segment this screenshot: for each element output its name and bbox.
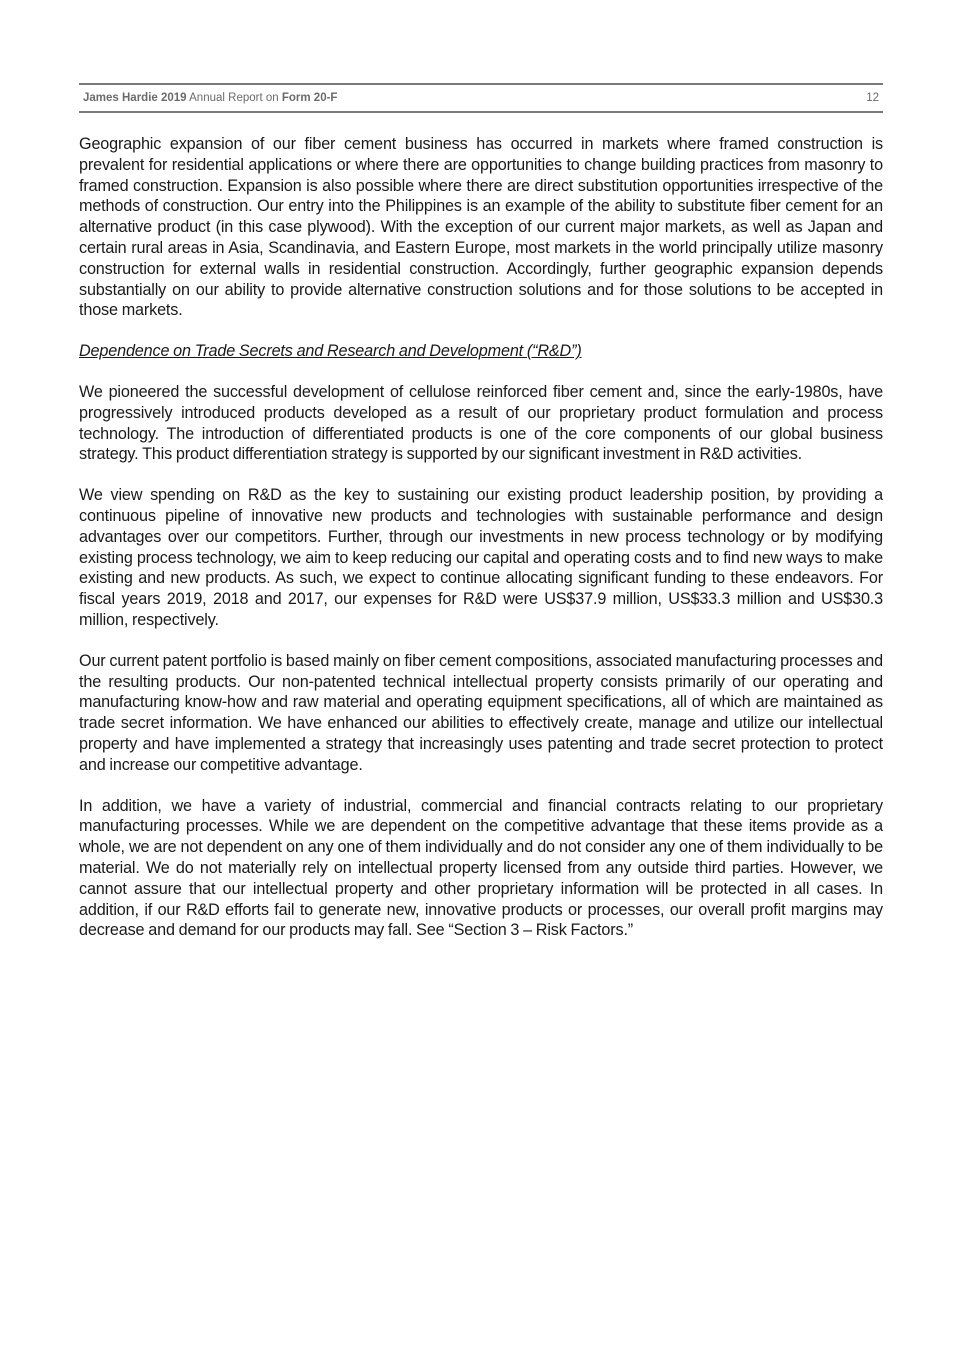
paragraph-contracts: In addition, we have a variety of industrial, commercial and financial contracts relating to our proprietary manufacturing processes. While we are dependent on the competitive advantage that these items provide as a whole, we are not dependent on any one of them individually and do not consider any one of them individually to be material. We do not materially rely on intellectual property licensed from any outside third parties. However, we cannot assure that our intellectual property and other proprietary information will be protected in all cases. In addition, if our R&D efforts fail to generate new, innovative products or processes, our overall profit margins may decrease and demand for our products may fall. See “Section 3 – Risk Factors.” (79, 796, 883, 940)
paragraph-patent-portfolio: Our current patent portfolio is based mainly on fiber cement compositions, associated manufacturing processes and the resulting products. Our non-patented technical intellectual property consists primarily of our operating and manufacturing know-how and raw material and operating equipment specifications, all of which are maintained as trade secret information. We have enhanced our abilities to effectively create, manage and utilize our intellectual property and have implemented a strategy that increasingly uses patenting and trade secret protection to protect and increase our competitive advantage. (79, 651, 883, 774)
header-company: James Hardie 2019 (83, 92, 187, 104)
paragraph-rd-spending: We view spending on R&D as the key to sustaining our existing product leadership position, by providing a continuous pipeline of innovative new products and technologies with sustainable performance and design advantages over our competitors. Further, through our investments in new process technology or by modifying existing process technology, we aim to keep reducing our capital and operating costs and to find new ways to make existing and new products. As such, we expect to continue allocating significant funding to these endeavors. For fiscal years 2019, 2018 and 2017, our expenses for R&D were US$37.9 million, US$33.3 million and US$30.3 million, respectively. (79, 486, 883, 629)
page-header (79, 83, 883, 113)
header-report-title: Annual Report on (189, 92, 279, 104)
document-page (79, 83, 883, 961)
section-heading-trade-secrets-rd: Dependence on Trade Secrets and Research and Development (“R&D”) (79, 342, 582, 361)
header-form: Form 20-F (281, 92, 338, 104)
header-title (83, 92, 337, 104)
paragraph-pioneered-development: We pioneered the successful development of cellulose reinforced fiber cement and, since the early-1980s, have progressively introduced products developed as a result of our proprietary product formulation and process technology. The introduction of differentiated products is one of the core components of our global business strategy. This product differentiation strategy is supported by our significant investment in R&D activities. (79, 382, 883, 464)
page-body (79, 134, 883, 941)
page-number: 12 (866, 92, 879, 104)
paragraph-geographic-expansion: Geographic expansion of our fiber cement business has occurred in markets where framed construction is prevalent for residential applications or where there are opportunities to change building practices from masonry to framed construction. Expansion is also possible where there are direct substitution opportunities irrespective of the methods of construction. Our entry into the Philippines is an example of the ability to substitute fiber cement for an alternative product (in this case plywood). With the exception of our current major markets, as well as Japan and certain rural areas in Asia, Scandinavia, and Eastern Europe, most markets in the world principally utilize masonry construction for external walls in residential construction. Accordingly, further geographic expansion depends substantially on our ability to provide alternative construction solutions and for those solutions to be accepted in those markets. (79, 135, 883, 320)
